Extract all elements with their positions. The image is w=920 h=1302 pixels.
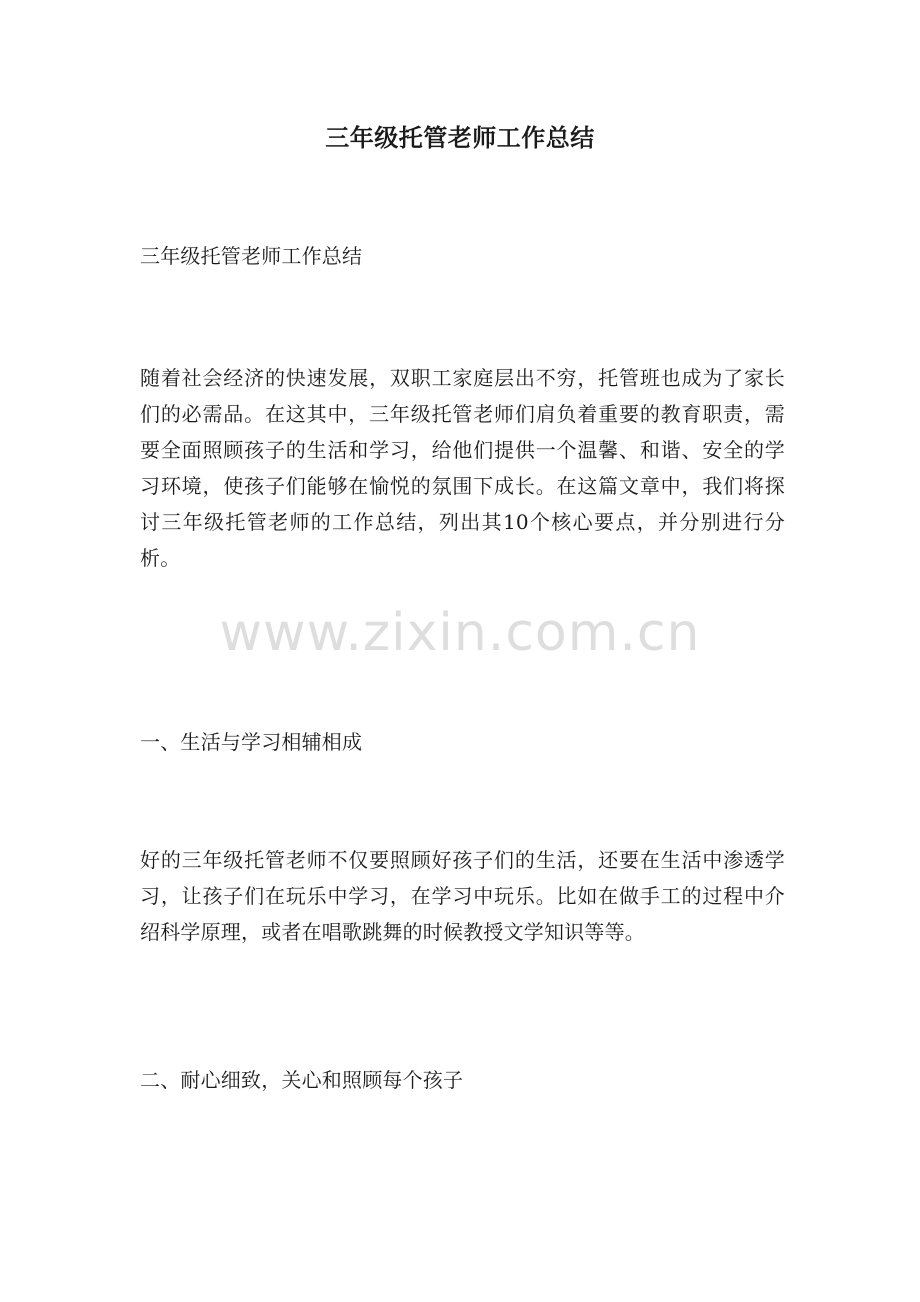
section-1-heading: 一、生活与学习相辅相成 [140, 730, 363, 754]
intro-paragraph: 随着社会经济的快速发展，双职工家庭层出不穷，托管班也成为了家长们的必需品。在这其中，三年级托管老师们肩负着重要的教育职责，需要全面照顾孩子的生活和学习，给他们提供一个温馨、和谐、安全的学习环境，使孩子们能够在愉悦的氛围下成长。在这篇文章中，我们将探讨三年级托管老师的工作总结，列出其10个核心要点，并分别进行分析。 [140, 366, 785, 570]
document-subtitle: 三年级托管老师工作总结 [140, 244, 363, 268]
watermark: www.zixin.com.cn [219, 603, 701, 663]
section-2-heading: 二、耐心细致，关心和照顾每个孩子 [140, 1068, 464, 1092]
document-title: 三年级托管老师工作总结 [325, 123, 595, 152]
section-1-paragraph: 好的三年级托管老师不仅要照顾好孩子们的生活，还要在生活中渗透学习，让孩子们在玩乐中学习，在学习中玩乐。比如在做手工的过程中介绍科学原理，或者在唱歌跳舞的时候教授文学知识等等。 [140, 848, 785, 944]
